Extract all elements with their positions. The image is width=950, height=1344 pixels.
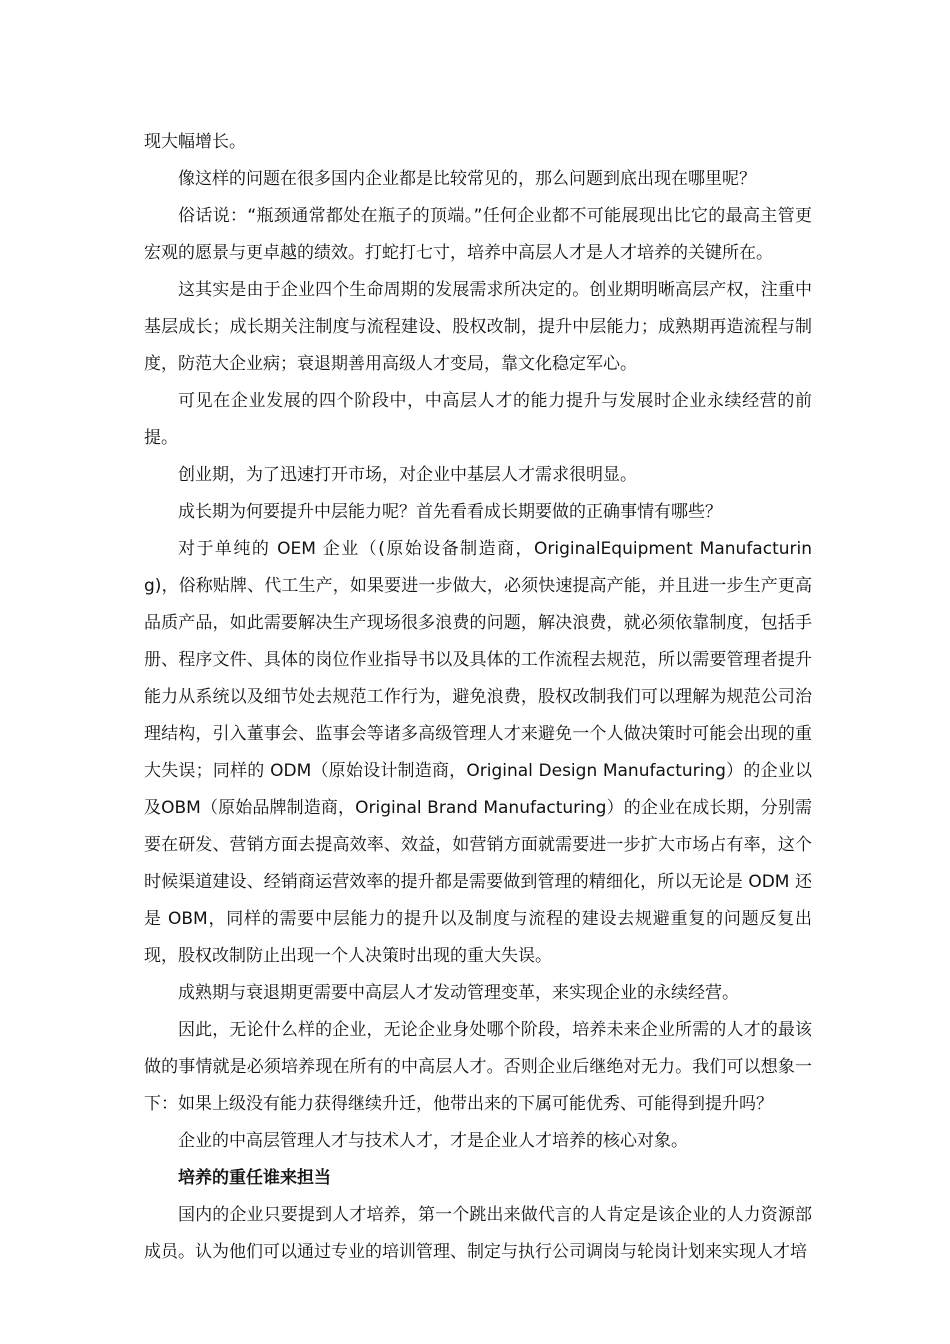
paragraph: 像这样的问题在很多国内企业都是比较常见的，那么问题到底出现在哪里呢？ (178, 169, 756, 189)
section-heading: 培养的重任谁来担当 (178, 1168, 331, 1188)
document-body (144, 124, 812, 1271)
paragraph: 可见在企业发展的四个阶段中，中高层人才的能力提升与发展时企业永续经营的前提。 (144, 391, 812, 448)
paragraph: 企业的中高层管理人才与技术人才，才是企业人才培养的核心对象。 (178, 1131, 688, 1151)
paragraph: 对于单纯的 OEM 企业（(原始设备制造商，OriginalEquipment Manufacturing)，俗称贴牌、代工生产，如果要进一步做大，必须快速提高产能，并且进一步生产更高品质产品，如此需要解决生产现场很多浪费的问题，解决浪费，就必须依靠制度，包括手册、程序文件、具体的岗位作业指导书以及具体的工作流程去规范，所以需要管理者提升能力从系统以及细节处去规范工作行为，避免浪费，股权改制我们可以理解为规范公司治理结构，引入董事会、监事会等诸多高级管理人才来避免一个人做决策时可能会出现的重大失误；同样的 ODM（原始设计制造商，Original Design Manufacturing）的企业以及OBM（原始品牌制造商，Original Brand Manufacturing）的企业在成长期，分别需要在研发、营销方面去提高效率、效益，如营销方面就需要进一步扩大市场占有率，这个时候渠道建设、经销商运营效率的提升都是需要做到管理的精细化，所以无论是 ODM 还是 OBM，同样的需要中层能力的提升以及制度与流程的建设去规避重复的问题反复出现，股权改制防止出现一个人决策时出现的重大失误。 (144, 539, 812, 966)
paragraph: 成熟期与衰退期更需要中高层人才发动管理变革，来实现企业的永续经营。 (178, 983, 739, 1003)
paragraph-continuation: 现大幅增长。 (144, 132, 246, 152)
paragraph: 俗话说：“瓶颈通常都处在瓶子的顶端。”任何企业都不可能展现出比它的最高主管更宏观的愿景与更卓越的绩效。打蛇打七寸，培养中高层人才是人才培养的关键所在。 (144, 206, 812, 263)
paragraph: 成长期为何要提升中层能力呢？首先看看成长期要做的正确事情有哪些？ (178, 502, 722, 522)
paragraph: 国内的企业只要提到人才培养，第一个跳出来做代言的人肯定是该企业的人力资源部成员。认为他们可以通过专业的培训管理、制定与执行公司调岗与轮岗计划来实现人才培 (144, 1205, 812, 1262)
paragraph: 创业期，为了迅速打开市场，对企业中基层人才需求很明显。 (178, 465, 637, 485)
paragraph: 因此，无论什么样的企业，无论企业身处哪个阶段，培养未来企业所需的人才的最该做的事情就是必须培养现在所有的中高层人才。否则企业后继绝对无力。我们可以想象一下：如果上级没有能力获得继续升迁，他带出来的下属可能优秀、可能得到提升吗？ (144, 1020, 812, 1114)
paragraph: 这其实是由于企业四个生命周期的发展需求所决定的。创业期明晰高层产权，注重中基层成长；成长期关注制度与流程建设、股权改制，提升中层能力；成熟期再造流程与制度，防范大企业病；衰退期善用高级人才变局，靠文化稳定军心。 (144, 280, 812, 374)
